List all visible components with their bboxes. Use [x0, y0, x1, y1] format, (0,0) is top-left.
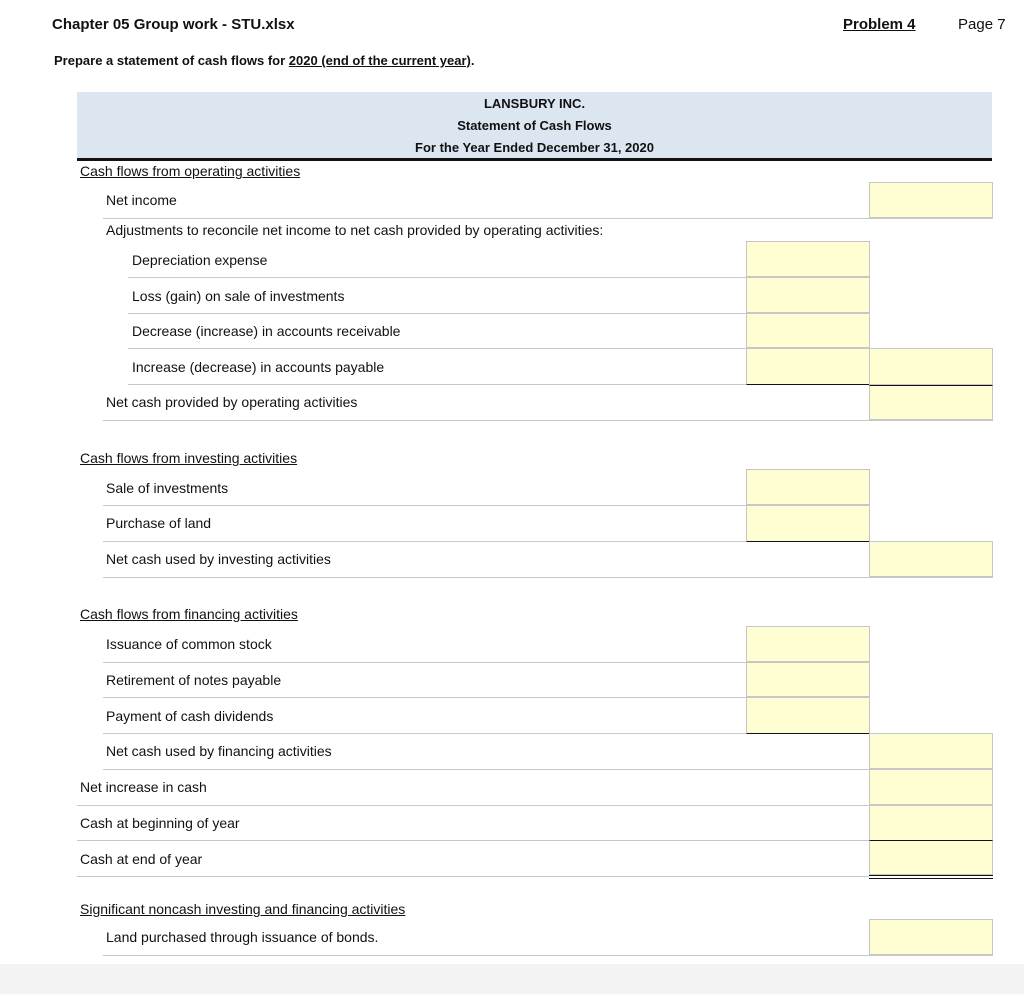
depreciation-cell[interactable]: [746, 241, 870, 277]
net-income-label: Net income: [106, 192, 177, 208]
payable-cell[interactable]: [746, 348, 870, 385]
receivable-label: Decrease (increase) in accounts receivable: [132, 323, 401, 339]
instruction-suffix: .: [470, 53, 475, 68]
financing-total-cell[interactable]: [869, 733, 993, 769]
retirement-notes-cell[interactable]: [746, 662, 870, 697]
net-increase-cell[interactable]: [869, 769, 993, 805]
purchase-land-label: Purchase of land: [106, 515, 212, 531]
land-bonds-cell[interactable]: [869, 919, 993, 955]
dividends-cell[interactable]: [746, 697, 870, 734]
sale-investments-cell[interactable]: [746, 469, 870, 505]
instruction-prefix: Prepare a statement of cash flows for: [54, 53, 289, 68]
retirement-notes-label: Retirement of notes payable: [106, 672, 282, 688]
payable-label: Increase (decrease) in accounts payable: [132, 359, 385, 375]
investing-total-label: Net cash used by investing activities: [106, 551, 331, 567]
noncash-heading: Significant noncash investing and financing activities: [80, 901, 406, 917]
cash-end-label: Cash at end of year: [80, 851, 203, 867]
issuance-stock-cell[interactable]: [746, 626, 870, 662]
sale-investments-label: Sale of investments: [106, 480, 229, 496]
adjustments-label: Adjustments to reconcile net income to net cash provided by operating activities:: [106, 222, 604, 238]
loss-gain-label: Loss (gain) on sale of investments: [132, 288, 345, 304]
net-increase-label: Net increase in cash: [80, 779, 207, 795]
loss-gain-cell[interactable]: [746, 277, 870, 313]
payable-total-cell[interactable]: [869, 348, 993, 385]
financing-total-label: Net cash used by financing activities: [106, 743, 332, 759]
land-bonds-label: Land purchased through issuance of bonds.: [106, 929, 379, 945]
statement-period: For the Year Ended December 31, 2020: [415, 140, 654, 155]
instruction-year: 2020 (end of the current year): [288, 53, 471, 68]
company-name: LANSBURY INC.: [483, 96, 586, 111]
file-title: Chapter 05 Group work - STU.xlsx: [52, 16, 295, 33]
financing-heading: Cash flows from financing activities: [80, 606, 298, 622]
receivable-cell[interactable]: [746, 313, 870, 348]
operating-total-cell[interactable]: [869, 385, 993, 420]
page-label: Page 7: [958, 16, 1006, 33]
statement-header: [77, 92, 992, 161]
cash-beginning-label: Cash at beginning of year: [80, 815, 240, 831]
cash-beginning-cell[interactable]: [869, 805, 993, 841]
purchase-land-cell[interactable]: [746, 505, 870, 542]
operating-heading: Cash flows from operating activities: [80, 163, 301, 179]
depreciation-label: Depreciation expense: [132, 252, 268, 268]
investing-total-cell[interactable]: [869, 541, 993, 577]
bottom-bar: [0, 964, 1024, 994]
dividends-label: Payment of cash dividends: [106, 708, 274, 724]
operating-total-label: Net cash provided by operating activities: [106, 394, 358, 410]
investing-heading: Cash flows from investing activities: [80, 450, 298, 466]
cash-end-cell[interactable]: [869, 840, 993, 875]
net-income-cell[interactable]: [869, 182, 993, 218]
instruction-text: [54, 53, 474, 68]
issuance-stock-label: Issuance of common stock: [106, 636, 272, 652]
statement-title: Statement of Cash Flows: [457, 118, 612, 133]
problem-label: Problem 4: [843, 16, 916, 33]
